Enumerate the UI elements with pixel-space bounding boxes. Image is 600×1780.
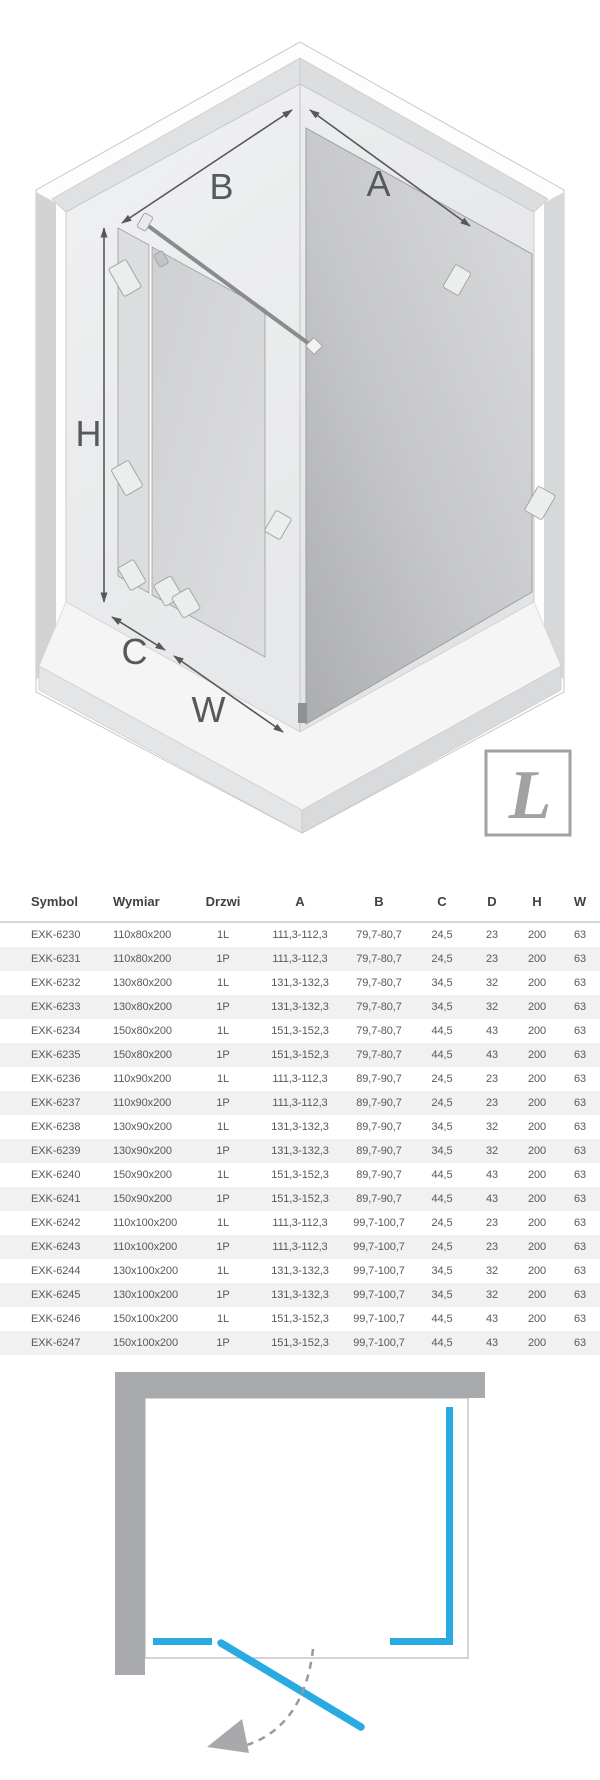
table-cell: 63 xyxy=(573,977,587,989)
table-cell: 111,3-112,3 xyxy=(272,929,328,941)
table-cell: 79,7-80,7 xyxy=(356,1025,402,1037)
table-cell: 89,7-90,7 xyxy=(356,1121,402,1133)
table-cell: 32 xyxy=(485,977,499,989)
table-cell: 200 xyxy=(527,1217,547,1229)
table-cell: 200 xyxy=(527,1337,547,1349)
table-cell: 34,5 xyxy=(431,1265,453,1277)
table-cell: EXK-6240 xyxy=(31,1169,81,1181)
glass-corner-fitting xyxy=(298,703,307,723)
table-cell: 200 xyxy=(527,1289,547,1301)
table-cell: 131,3-132,3 xyxy=(271,1289,329,1301)
table-cell: 99,7-100,7 xyxy=(353,1217,405,1229)
table-cell: 151,3-152,3 xyxy=(271,1193,329,1205)
table-row xyxy=(0,1043,600,1067)
header-row xyxy=(0,881,600,922)
table-cell: EXK-6242 xyxy=(31,1217,81,1229)
table-cell: 32 xyxy=(485,1265,499,1277)
table-cell: EXK-6245 xyxy=(31,1289,81,1301)
table-cell: 44,5 xyxy=(431,1193,453,1205)
table-cell: 1P xyxy=(216,1049,230,1061)
table-cell: 200 xyxy=(527,1169,547,1181)
table-cell: 63 xyxy=(573,953,587,965)
table-cell: 43 xyxy=(485,1337,499,1349)
table-cell: 23 xyxy=(485,1241,499,1253)
table-cell: EXK-6234 xyxy=(31,1025,81,1037)
table-cell: EXK-6238 xyxy=(31,1121,81,1133)
table-cell: 1P xyxy=(216,1097,230,1109)
table-cell: 34,5 xyxy=(431,1121,453,1133)
table-cell: 63 xyxy=(573,1145,587,1157)
table-cell: 1L xyxy=(216,1121,230,1133)
table-cell: 63 xyxy=(573,1265,587,1277)
table-cell: 63 xyxy=(573,1217,587,1229)
right-wall-outer-face xyxy=(544,192,564,680)
table-cell: 43 xyxy=(485,1049,499,1061)
table-cell: 44,5 xyxy=(431,1337,453,1349)
plan-enclosure-outline xyxy=(145,1398,468,1658)
table-cell: 1L xyxy=(216,1025,230,1037)
table-cell: 1P xyxy=(216,953,230,965)
table-cell: 111,3-112,3 xyxy=(272,1073,328,1085)
table-cell: 99,7-100,7 xyxy=(353,1337,405,1349)
spec-table xyxy=(0,881,600,1355)
table-cell: 63 xyxy=(573,1313,587,1325)
table-cell: 131,3-132,3 xyxy=(271,1145,329,1157)
table-cell: 32 xyxy=(485,1121,499,1133)
table-cell: 200 xyxy=(527,1049,547,1061)
table-row xyxy=(0,1259,600,1283)
table-cell: 110x100x200 xyxy=(113,1217,178,1229)
table-cell: 89,7-90,7 xyxy=(356,1169,402,1181)
table-cell: 111,3-112,3 xyxy=(272,953,328,965)
table-cell: 34,5 xyxy=(431,1289,453,1301)
table-cell: 151,3-152,3 xyxy=(271,1049,329,1061)
header-cell: A xyxy=(256,881,344,922)
table-cell: 200 xyxy=(527,1025,547,1037)
table-cell: 99,7-100,7 xyxy=(353,1289,405,1301)
table-cell: 43 xyxy=(485,1169,499,1181)
table-cell: 63 xyxy=(573,1241,587,1253)
table-cell: 200 xyxy=(527,953,547,965)
spec-table-section xyxy=(0,881,600,1355)
table-cell: 1L xyxy=(216,1265,230,1277)
table-cell: 34,5 xyxy=(431,977,453,989)
table-cell: 200 xyxy=(527,977,547,989)
table-cell: 200 xyxy=(527,929,547,941)
table-row xyxy=(0,1163,600,1187)
table-cell: 1P xyxy=(216,1145,230,1157)
dim-label-H: H xyxy=(75,413,101,454)
table-cell: 131,3-132,3 xyxy=(271,1265,329,1277)
dim-label-W: W xyxy=(191,689,225,730)
table-cell: 130x80x200 xyxy=(113,977,172,989)
table-cell: 34,5 xyxy=(431,1001,453,1013)
table-cell: 24,5 xyxy=(431,953,453,965)
table-cell: 34,5 xyxy=(431,1145,453,1157)
table-cell: 89,7-90,7 xyxy=(356,1193,402,1205)
header-cell: H xyxy=(514,881,560,922)
table-row xyxy=(0,1283,600,1307)
table-cell: 63 xyxy=(573,1073,587,1085)
plan-swing-arrowhead xyxy=(207,1719,249,1753)
table-cell: 200 xyxy=(527,1313,547,1325)
table-cell: 130x90x200 xyxy=(113,1145,172,1157)
table-cell: 110x80x200 xyxy=(113,953,172,965)
table-cell: 89,7-90,7 xyxy=(356,1097,402,1109)
table-cell: 24,5 xyxy=(431,1217,453,1229)
plan-wall-top xyxy=(115,1372,485,1398)
header-cell: Drzwi xyxy=(190,881,256,922)
table-cell: 151,3-152,3 xyxy=(271,1337,329,1349)
table-row xyxy=(0,1307,600,1331)
table-cell: EXK-6236 xyxy=(31,1073,81,1085)
table-cell: 63 xyxy=(573,1337,587,1349)
table-cell: 1L xyxy=(216,929,230,941)
table-cell: 44,5 xyxy=(431,1169,453,1181)
dim-label-A: A xyxy=(366,163,390,204)
table-cell: 43 xyxy=(485,1313,499,1325)
table-cell: 151,3-152,3 xyxy=(271,1313,329,1325)
table-cell: 151,3-152,3 xyxy=(271,1169,329,1181)
table-cell: 43 xyxy=(485,1193,499,1205)
table-cell: 44,5 xyxy=(431,1025,453,1037)
table-cell: EXK-6233 xyxy=(31,1001,81,1013)
table-cell: 1P xyxy=(216,1289,230,1301)
table-cell: 63 xyxy=(573,1025,587,1037)
table-cell: 23 xyxy=(485,1217,499,1229)
table-cell: 44,5 xyxy=(431,1313,453,1325)
table-cell: 200 xyxy=(527,1265,547,1277)
table-cell: 23 xyxy=(485,1073,499,1085)
header-cell: W xyxy=(560,881,600,922)
table-row xyxy=(0,1067,600,1091)
table-cell: 79,7-80,7 xyxy=(356,929,402,941)
table-row xyxy=(0,947,600,971)
table-cell: 150x90x200 xyxy=(113,1169,172,1181)
table-cell: 63 xyxy=(573,1289,587,1301)
left-wall-outer-face xyxy=(36,192,56,680)
table-cell: 99,7-100,7 xyxy=(353,1313,405,1325)
header-cell: Wymiar xyxy=(95,881,190,922)
table-cell: 24,5 xyxy=(431,1073,453,1085)
table-cell: 79,7-80,7 xyxy=(356,953,402,965)
table-cell: EXK-6230 xyxy=(31,929,81,941)
header-cell: D xyxy=(470,881,514,922)
table-cell: EXK-6246 xyxy=(31,1313,81,1325)
orientation-badge-letter: L xyxy=(508,757,552,834)
table-cell: 43 xyxy=(485,1025,499,1037)
table-cell: EXK-6243 xyxy=(31,1241,81,1253)
table-cell: 151,3-152,3 xyxy=(271,1025,329,1037)
table-cell: 24,5 xyxy=(431,1241,453,1253)
dim-label-B: B xyxy=(209,166,233,207)
table-cell: 200 xyxy=(527,1097,547,1109)
table-row xyxy=(0,1019,600,1043)
plan-side-panel-return xyxy=(390,1638,453,1645)
table-cell: 32 xyxy=(485,1145,499,1157)
table-cell: 1P xyxy=(216,1001,230,1013)
table-cell: 150x80x200 xyxy=(113,1025,172,1037)
table-cell: 200 xyxy=(527,1121,547,1133)
table-cell: 79,7-80,7 xyxy=(356,1001,402,1013)
table-cell: 1P xyxy=(216,1337,230,1349)
table-cell: EXK-6247 xyxy=(31,1337,81,1349)
table-cell: 63 xyxy=(573,1193,587,1205)
table-cell: 110x80x200 xyxy=(113,929,172,941)
table-cell: 44,5 xyxy=(431,1049,453,1061)
table-row xyxy=(0,922,600,947)
table-cell: 110x90x200 xyxy=(113,1073,172,1085)
table-cell: 89,7-90,7 xyxy=(356,1145,402,1157)
table-cell: 200 xyxy=(527,1241,547,1253)
table-row xyxy=(0,1187,600,1211)
table-cell: 1L xyxy=(216,977,230,989)
table-cell: 1L xyxy=(216,1169,230,1181)
plan-side-panel xyxy=(446,1407,453,1645)
table-row xyxy=(0,1331,600,1355)
table-row xyxy=(0,1115,600,1139)
table-cell: 1L xyxy=(216,1313,230,1325)
table-cell: 200 xyxy=(527,1193,547,1205)
dim-label-C: C xyxy=(121,631,147,672)
table-cell: 200 xyxy=(527,1001,547,1013)
plan-wall-left xyxy=(115,1372,145,1675)
table-cell: 24,5 xyxy=(431,1097,453,1109)
table-cell: 150x80x200 xyxy=(113,1049,172,1061)
orientation-badge xyxy=(486,751,570,835)
table-cell: 131,3-132,3 xyxy=(271,1001,329,1013)
table-cell: 79,7-80,7 xyxy=(356,1049,402,1061)
table-cell: EXK-6235 xyxy=(31,1049,81,1061)
table-cell: 23 xyxy=(485,1097,499,1109)
table-cell: 1P xyxy=(216,1241,230,1253)
table-cell: 111,3-112,3 xyxy=(272,1241,328,1253)
header-cell: Symbol xyxy=(0,881,95,922)
table-cell: 200 xyxy=(527,1145,547,1157)
table-cell: EXK-6239 xyxy=(31,1145,81,1157)
table-cell: EXK-6237 xyxy=(31,1097,81,1109)
table-cell: 63 xyxy=(573,1121,587,1133)
table-cell: 32 xyxy=(485,1001,499,1013)
table-row xyxy=(0,995,600,1019)
table-cell: 32 xyxy=(485,1289,499,1301)
table-cell: 130x100x200 xyxy=(113,1289,178,1301)
table-cell: 63 xyxy=(573,1049,587,1061)
table-cell: 23 xyxy=(485,929,499,941)
table-cell: EXK-6244 xyxy=(31,1265,81,1277)
table-cell: 24,5 xyxy=(431,929,453,941)
table-cell: 1L xyxy=(216,1073,230,1085)
table-cell: 150x90x200 xyxy=(113,1193,172,1205)
header-cell: C xyxy=(414,881,470,922)
table-cell: 150x100x200 xyxy=(113,1337,178,1349)
table-cell: 63 xyxy=(573,1169,587,1181)
table-cell: 150x100x200 xyxy=(113,1313,178,1325)
table-cell: 23 xyxy=(485,953,499,965)
table-cell: 200 xyxy=(527,1073,547,1085)
header-cell: B xyxy=(344,881,414,922)
table-cell: 63 xyxy=(573,1001,587,1013)
table-cell: 99,7-100,7 xyxy=(353,1265,405,1277)
table-cell: 110x100x200 xyxy=(113,1241,178,1253)
table-row xyxy=(0,971,600,995)
table-cell: 111,3-112,3 xyxy=(272,1097,328,1109)
table-cell: 131,3-132,3 xyxy=(271,977,329,989)
table-cell: 130x80x200 xyxy=(113,1001,172,1013)
table-cell: EXK-6232 xyxy=(31,977,81,989)
table-cell: 63 xyxy=(573,929,587,941)
table-row xyxy=(0,1139,600,1163)
table-cell: EXK-6241 xyxy=(31,1193,81,1205)
table-cell: 1P xyxy=(216,1193,230,1205)
table-cell: 130x100x200 xyxy=(113,1265,178,1277)
table-cell: 131,3-132,3 xyxy=(271,1121,329,1133)
plan-fixed-part xyxy=(153,1638,212,1645)
isometric-enclosure-diagram xyxy=(0,0,600,850)
table-row xyxy=(0,1091,600,1115)
table-cell: 79,7-80,7 xyxy=(356,977,402,989)
table-cell: 89,7-90,7 xyxy=(356,1073,402,1085)
table-cell: 130x90x200 xyxy=(113,1121,172,1133)
table-cell: EXK-6231 xyxy=(31,953,81,965)
table-cell: 63 xyxy=(573,1097,587,1109)
table-row xyxy=(0,1211,600,1235)
table-cell: 99,7-100,7 xyxy=(353,1241,405,1253)
table-cell: 1L xyxy=(216,1217,230,1229)
table-cell: 111,3-112,3 xyxy=(272,1217,328,1229)
floor-plan-diagram xyxy=(0,1360,600,1780)
table-cell: 110x90x200 xyxy=(113,1097,172,1109)
table-row xyxy=(0,1235,600,1259)
